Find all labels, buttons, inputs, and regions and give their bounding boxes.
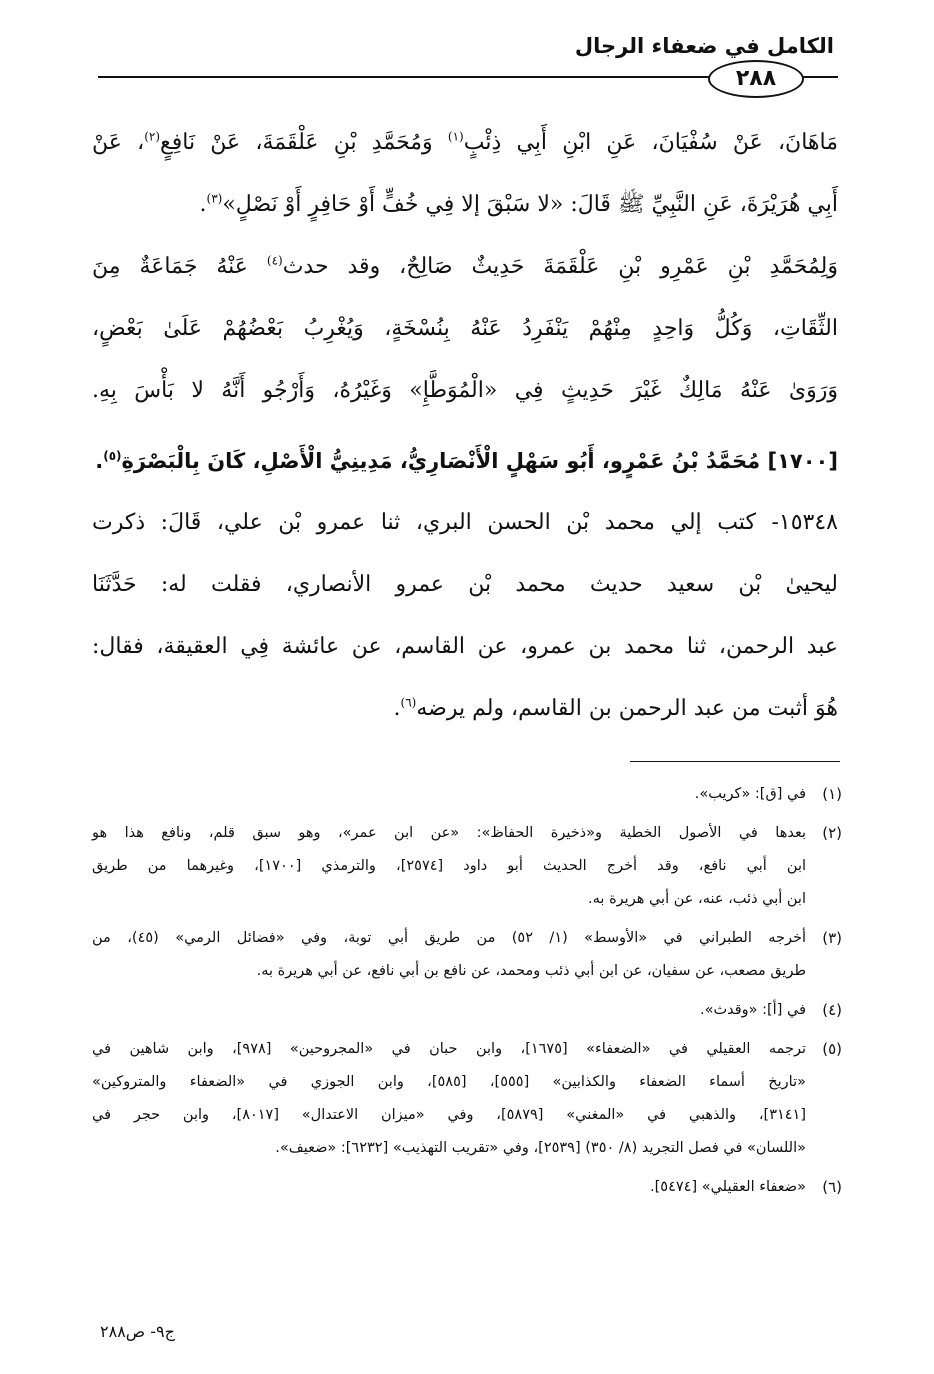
footnote-line: ابن أبي نافع، وقد أخرج الحديث أبو داود [٢٥٧٤]، والترمذي [١٧٠٠]، وغيرهما من طريق (92, 858, 807, 874)
footnote-number: (٤) (822, 1001, 842, 1019)
footnote-ref-5[interactable]: (٥) (103, 449, 122, 463)
footnote-line: أخرجه الطبراني في «الأوسط» (١/ ٥٢) من طريق أبي توبة، وفي «فضائل الرمي» (٤٥)، من (92, 930, 806, 946)
page-number-badge (708, 60, 804, 98)
footnote-ref-2[interactable]: (٢) (144, 129, 161, 144)
footnote-ref-1[interactable]: (١) (447, 129, 464, 144)
footnote-number: (٦) (822, 1178, 842, 1196)
footnote-ref-4[interactable]: (٤) (266, 253, 283, 268)
folio: ج٩- ص٢٨٨ (100, 1322, 175, 1341)
footnote-separator (630, 761, 840, 762)
footnote-line: ابن أبي ذئب، عنه، عن أبي هريرة به. (588, 891, 806, 907)
text-line-9: عبد الرحمن، ثنا محمد بن عمرو، عن القاسم، عن عائشة فِي العقيقة، فقال: (92, 634, 838, 659)
footnote-line: في [ق]: «كريب». (694, 786, 806, 802)
footnote-line: [٣١٤١]، والذهبي في «المغني» [٥٨٧٩]، وفي «ميزان الاعتدال» [٨٠١٧]، وابن حجر في (92, 1107, 807, 1123)
text-line-8: ليحيىٰ بْن سعيد حديث محمد بْن عمرو الأنصاري، فقلت له: حَدَّثَنَا (92, 572, 838, 597)
text-line-10: هُوَ أثبت من عبد الرحمن بن القاسم، ولم يرضه$^{(٦)}$. (393, 695, 838, 721)
footnote-line: طريق مصعب، عن سفيان، عن ابن أبي ذئب ومحمد، عن نافع بن أبي نافع، عن أبي هريرة به. (256, 963, 806, 979)
text-line-2: أَبِي هُرَيْرَةَ، عَنِ النَّبِيِّ ﷺ قَالَ: «لا سَبْقَ إلا فِي خُفٍّ أَوْ حَافِرٍ أَوْ نَصْلٍ»$^{(٣)}$. (199, 191, 838, 217)
footnote-line: في [أ]: «وقدث». (699, 1002, 806, 1018)
footnote-line: بعدها في الأصول الخطية و«ذخيرة الحفاظ»: «عن ابن عمر»، وهو سبق قلم، ونافع هذا هو (92, 825, 806, 841)
main-text (92, 112, 838, 740)
text-line-3: وَلِمُحَمَّدِ بْنِ عَمْرِو بْنِ عَلْقَمَةَ حَدِيثٌ صَالِحٌ، وقد حدث$^{(٤)}$ عَنْهُ جَمَاعَةٌ مِنَ (92, 253, 838, 279)
text-line-7: ١٥٣٤٨- كتب إلي محمد بْن الحسن البري، ثنا عمرو بْن علي، قَالَ: ذكرت (92, 510, 838, 535)
footnote-line: «تاريخ أسماء الضعفاء والكذابين» [٥٥٥]، [٥٨٥]، وابن الجوزي في «الضعفاء والمتروكين» (92, 1074, 806, 1090)
text-line-5: وَرَوَىٰ عَنْهُ مَالِكٌ غَيْرَ حَدِيثٍ فِي «الْمُوَطَّإِ» وَغَيْرُهُ، وَأَرْجُو أَنَّهُ لا بَأْسَ بِهِ. (92, 378, 838, 403)
footnote-ref-6[interactable]: (٦) (400, 695, 417, 710)
footnote-number: (١) (822, 785, 842, 803)
footnote-2 (92, 817, 842, 916)
footnote-line: ترجمه العقيلي في «الضعفاء» [١٦٧٥]، وابن حبان في «المجروحين» [٩٧٨]، وابن شاهين في (92, 1041, 806, 1057)
footnotes (92, 778, 842, 1210)
entry-heading: [١٧٠٠] مُحَمَّدُ بْنُ عَمْرٍو، أَبُو سَهْلٍ الْأَنْصَارِيُّ، مَدِينِيُّ الْأَصْلِ، كَانَ بِالْبَصْرَةِ$^{(٥)}$. (95, 449, 838, 473)
page-number: ٢٨٨ (735, 66, 777, 91)
text-line-1: مَاهَانَ، عَنْ سُفْيَانَ، عَنِ ابْنِ أَبِي ذِئْبٍ$^{(١)}$ وَمُحَمَّدِ بْنِ عَلْقَمَةَ، عَنْ نَافِعٍ$^{(٢)}$، عَنْ (92, 129, 839, 155)
footnote-line: «اللسان» في فصل التجريد (٨/ ٣٥٠) [٢٥٣٩]، وفي «تقريب التهذيب» [٦٢٣٢]: «ضعيف». (275, 1140, 806, 1156)
footnote-number: (٥) (822, 1040, 842, 1058)
footnote-number: (٣) (822, 929, 842, 947)
text-line-4: الثِّقَاتِ، وَكُلُّ وَاحِدٍ مِنْهُمْ يَنْفَرِدُ عَنْهُ بِنُسْخَةٍ، وَيُغْرِبُ بَعْضُهُمْ عَلَىٰ بَعْضٍ، (92, 316, 838, 341)
footnote-number: (٢) (822, 824, 842, 842)
footnote-ref-3[interactable]: (٣) (206, 191, 223, 206)
footnote-6 (92, 1171, 842, 1204)
footnote-5 (92, 1033, 842, 1165)
running-title: الكامل في ضعفاء الرجال (574, 34, 834, 58)
footnote-line: «ضعفاء العقيلي» [٥٤٧٤]. (650, 1179, 806, 1195)
footnote-1 (92, 778, 842, 811)
footnote-3 (92, 922, 842, 988)
footnote-4 (92, 994, 842, 1027)
